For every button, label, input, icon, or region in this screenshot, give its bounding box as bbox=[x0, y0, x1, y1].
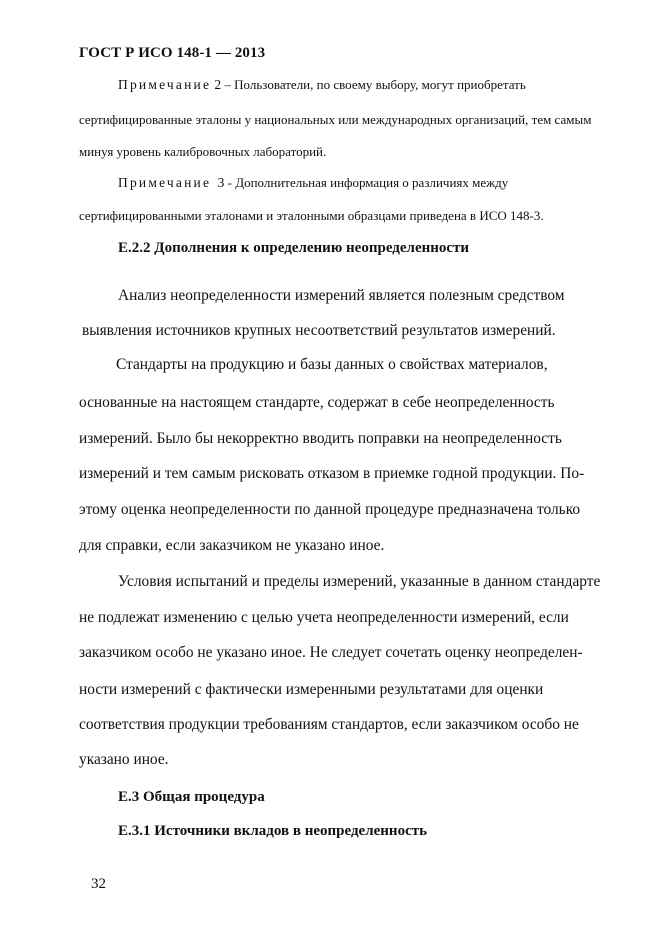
note-2-line: сертифицированные эталоны у национальных или международных организаций, тем самым bbox=[79, 112, 592, 127]
paragraph-line: Стандарты на продукцию и базы данных о свойствах материалов, bbox=[116, 356, 548, 373]
page-number: 32 bbox=[91, 876, 106, 892]
paragraph-line: для справки, если заказчиком не указано иное. bbox=[79, 537, 385, 554]
paragraph-line: Условия испытаний и пределы измерений, указанные в данном стандарте bbox=[118, 573, 601, 590]
note-2-text: – Пользователи, по своему выбору, могут приобретать bbox=[224, 77, 526, 92]
note-2-label: Примечание bbox=[118, 77, 212, 92]
note-3-label: Примечание bbox=[118, 175, 212, 190]
paragraph-line: Анализ неопределенности измерений является полезным средством bbox=[118, 287, 565, 304]
paragraph-line: этому оценка неопределенности по данной процедуре предназначена только bbox=[79, 501, 581, 518]
paragraph-line: не подлежат изменению с целью учета неопределенности измерений, если bbox=[79, 609, 569, 626]
paragraph-line: основанные на настоящем стандарте, содержат в себе неопределенность bbox=[79, 394, 555, 411]
paragraph-line: заказчиком особо не указано иное. Не следует сочетать оценку неопределен- bbox=[79, 644, 583, 661]
note-3-number: 3 bbox=[217, 175, 225, 190]
note-2-first-line bbox=[118, 77, 526, 93]
paragraph-line: указано иное. bbox=[79, 751, 169, 768]
note-3-text: - Дополнительная информация о различиях между bbox=[227, 175, 509, 190]
document-header: ГОСТ Р ИСО 148-1 — 2013 bbox=[79, 45, 266, 61]
paragraph-line: ности измерений с фактически измеренными результатами для оценки bbox=[79, 681, 544, 698]
paragraph-line: измерений и тем самым рисковать отказом в приемке годной продукции. По- bbox=[79, 465, 585, 482]
paragraph-line: измерений. Было бы некорректно вводить поправки на неопределенность bbox=[79, 430, 562, 447]
section-heading-e3: Е.3 Общая процедура bbox=[118, 789, 265, 805]
section-heading-e31: Е.3.1 Источники вкладов в неопределенность bbox=[118, 823, 428, 839]
note-3-first-line bbox=[118, 175, 508, 191]
section-heading-e22: Е.2.2 Дополнения к определению неопределенности bbox=[118, 240, 470, 256]
note-3-line: сертифицированными эталонами и эталонными образцами приведена в ИСО 148-3. bbox=[79, 208, 544, 223]
paragraph-line: выявления источников крупных несоответствий результатов измерений. bbox=[82, 322, 556, 339]
note-2-line: минуя уровень калибровочных лабораторий. bbox=[79, 144, 327, 159]
note-2-number: 2 bbox=[214, 77, 222, 92]
paragraph-line: соответствия продукции требованиям стандартов, если заказчиком особо не bbox=[79, 716, 579, 733]
